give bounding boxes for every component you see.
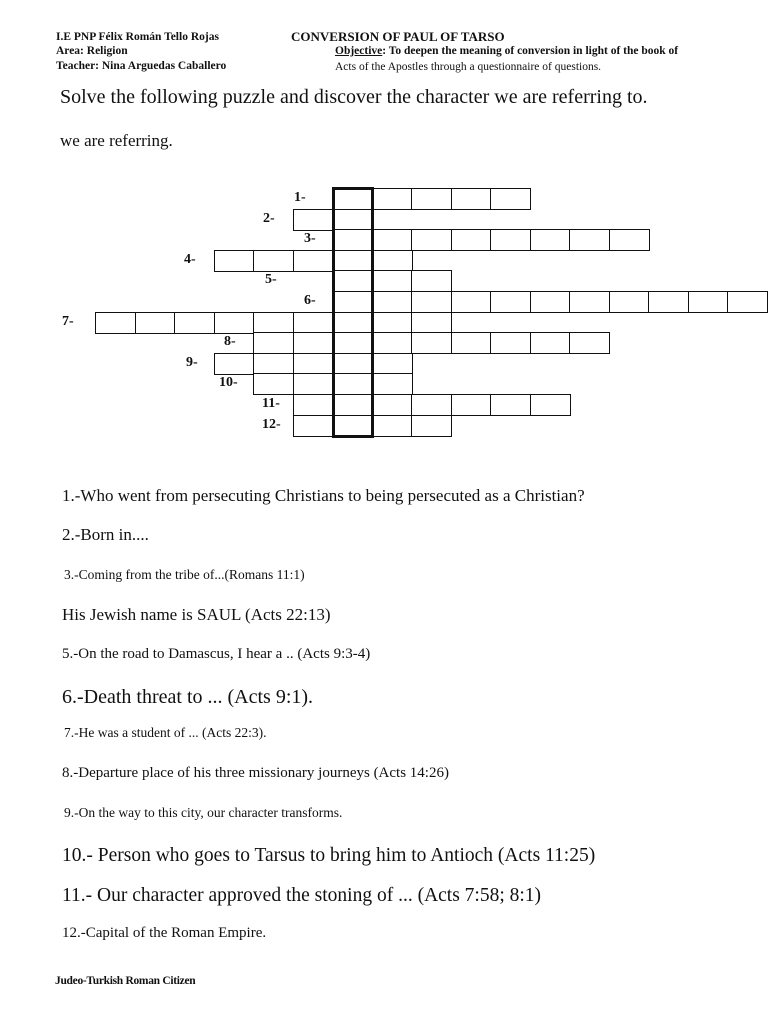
crossword-cell[interactable] xyxy=(293,250,334,272)
crossword-cell[interactable] xyxy=(530,229,571,251)
crossword-cell[interactable] xyxy=(332,394,373,416)
instructions: Solve the following puzzle and discover the character we are referring to. xyxy=(60,86,648,108)
crossword-cell[interactable] xyxy=(293,394,334,416)
crossword-cell[interactable] xyxy=(372,373,413,395)
crossword-cell[interactable] xyxy=(253,373,294,395)
question-2: 2.-Born in.... xyxy=(62,525,149,544)
clue-number-label: 9- xyxy=(186,354,198,370)
crossword-cell[interactable] xyxy=(451,332,492,354)
crossword-cell[interactable] xyxy=(332,229,373,251)
clue-number-label: 11- xyxy=(262,396,280,411)
crossword-cell[interactable] xyxy=(530,291,571,313)
crossword-cell[interactable] xyxy=(411,270,452,292)
crossword-cell[interactable] xyxy=(411,415,452,437)
crossword-cell[interactable] xyxy=(648,291,689,313)
objective-text: : To deepen the meaning of conversion in light of the book of xyxy=(382,45,679,57)
crossword-cell[interactable] xyxy=(372,415,413,437)
clue-number-label: 6- xyxy=(304,293,316,308)
crossword-cell[interactable] xyxy=(332,270,373,292)
crossword-cell[interactable] xyxy=(372,229,413,251)
objective-continuation: Acts of the Apostles through a questionnaire of questions. xyxy=(335,61,602,73)
question-7: 7.-He was a student of ... (Acts 22:3). xyxy=(64,725,267,740)
school-name: I.E PNP Félix Román Tello Rojas xyxy=(56,31,219,43)
question-3: 3.-Coming from the tribe of...(Romans 11:1) xyxy=(64,567,305,582)
clue-number-label: 5- xyxy=(265,272,277,288)
question-6: 6.-Death threat to ... (Acts 9:1). xyxy=(62,686,314,708)
clue-number-label: 12- xyxy=(262,416,281,432)
crossword-cell[interactable] xyxy=(293,415,334,437)
crossword-cell[interactable] xyxy=(569,229,610,251)
crossword-cell[interactable] xyxy=(411,394,452,416)
crossword-cell[interactable] xyxy=(253,332,294,354)
crossword-cell[interactable] xyxy=(332,373,373,395)
crossword-cell[interactable] xyxy=(253,353,294,375)
question-8: 8.-Departure place of his three missionary journeys (Acts 14:26) xyxy=(62,765,449,781)
crossword-cell[interactable] xyxy=(372,291,413,313)
crossword-cell[interactable] xyxy=(490,332,531,354)
crossword-cell[interactable] xyxy=(372,353,413,375)
crossword-cell[interactable] xyxy=(411,229,452,251)
clue-number-label: 10- xyxy=(219,375,238,391)
crossword-cell[interactable] xyxy=(451,229,492,251)
crossword-cell[interactable] xyxy=(688,291,729,313)
crossword-cell[interactable] xyxy=(372,250,413,272)
crossword-cell[interactable] xyxy=(411,291,452,313)
crossword-cell[interactable] xyxy=(293,312,334,334)
footer-note: Judeo-Turkish Roman Citizen xyxy=(55,975,196,987)
crossword-cell[interactable] xyxy=(411,188,452,210)
clue-number-label: 7- xyxy=(62,313,74,329)
crossword-cell[interactable] xyxy=(332,353,373,375)
crossword-cell[interactable] xyxy=(609,291,650,313)
crossword-cell[interactable] xyxy=(490,291,531,313)
crossword-cell[interactable] xyxy=(332,188,373,210)
area-label: Area: Religion xyxy=(56,45,128,57)
crossword-cell[interactable] xyxy=(372,312,413,334)
clue-number-label: 2- xyxy=(263,210,275,226)
page-title: CONVERSION OF PAUL OF TARSO xyxy=(291,29,505,44)
crossword-cell[interactable] xyxy=(451,291,492,313)
question-5: 5.-On the road to Damascus, I hear a .. (Acts 9:3-4) xyxy=(62,646,371,662)
crossword-cell[interactable] xyxy=(214,353,255,375)
crossword-cell[interactable] xyxy=(293,332,334,354)
teacher-label: Teacher: Nina Arguedas Caballero xyxy=(56,60,227,72)
crossword-cell[interactable] xyxy=(332,415,373,437)
crossword-cell[interactable] xyxy=(372,332,413,354)
crossword-cell[interactable] xyxy=(332,209,373,231)
crossword-cell[interactable] xyxy=(253,312,294,334)
crossword-cell[interactable] xyxy=(609,229,650,251)
crossword-cell[interactable] xyxy=(293,373,334,395)
objective-label: Objective xyxy=(335,45,383,57)
crossword-grid xyxy=(0,0,768,460)
crossword-cell[interactable] xyxy=(530,332,571,354)
question-12: 12.-Capital of the Roman Empire. xyxy=(62,925,267,941)
crossword-cell[interactable] xyxy=(174,312,215,334)
crossword-cell[interactable] xyxy=(530,394,571,416)
clue-number-label: 3- xyxy=(304,231,316,247)
crossword-cell[interactable] xyxy=(293,209,334,231)
crossword-cell[interactable] xyxy=(95,312,136,334)
question-10: 10.- Person who goes to Tarsus to bring him to Antioch (Acts 11:25) xyxy=(62,845,596,866)
crossword-cell[interactable] xyxy=(451,394,492,416)
crossword-cell[interactable] xyxy=(332,250,373,272)
crossword-cell[interactable] xyxy=(135,312,176,334)
crossword-cell[interactable] xyxy=(332,332,373,354)
crossword-cell[interactable] xyxy=(490,188,531,210)
crossword-cell[interactable] xyxy=(332,312,373,334)
crossword-cell[interactable] xyxy=(372,394,413,416)
crossword-cell[interactable] xyxy=(490,394,531,416)
crossword-cell[interactable] xyxy=(214,312,255,334)
crossword-cell[interactable] xyxy=(451,188,492,210)
crossword-cell[interactable] xyxy=(372,270,413,292)
crossword-cell[interactable] xyxy=(293,353,334,375)
crossword-cell[interactable] xyxy=(411,332,452,354)
crossword-cell[interactable] xyxy=(253,250,294,272)
crossword-cell[interactable] xyxy=(411,312,452,334)
question-11: 11.- Our character approved the stoning of ... (Acts 7:58; 8:1) xyxy=(62,885,542,906)
clue-number-label: 1- xyxy=(294,190,306,205)
crossword-cell[interactable] xyxy=(332,291,373,313)
question-4: His Jewish name is SAUL (Acts 22:13) xyxy=(62,605,331,624)
question-1: 1.-Who went from persecuting Christians to being persecuted as a Christian? xyxy=(62,486,585,505)
crossword-cell[interactable] xyxy=(372,188,413,210)
crossword-cell[interactable] xyxy=(569,291,610,313)
crossword-cell[interactable] xyxy=(569,332,610,354)
clue-number-label: 8- xyxy=(224,334,236,350)
instructions-repeat: we are referring. xyxy=(60,131,173,150)
crossword-cell[interactable] xyxy=(727,291,768,313)
crossword-cell[interactable] xyxy=(214,250,255,272)
question-9: 9.-On the way to this city, our character transforms. xyxy=(64,805,343,820)
crossword-cell[interactable] xyxy=(490,229,531,251)
clue-number-label: 4- xyxy=(184,251,196,267)
